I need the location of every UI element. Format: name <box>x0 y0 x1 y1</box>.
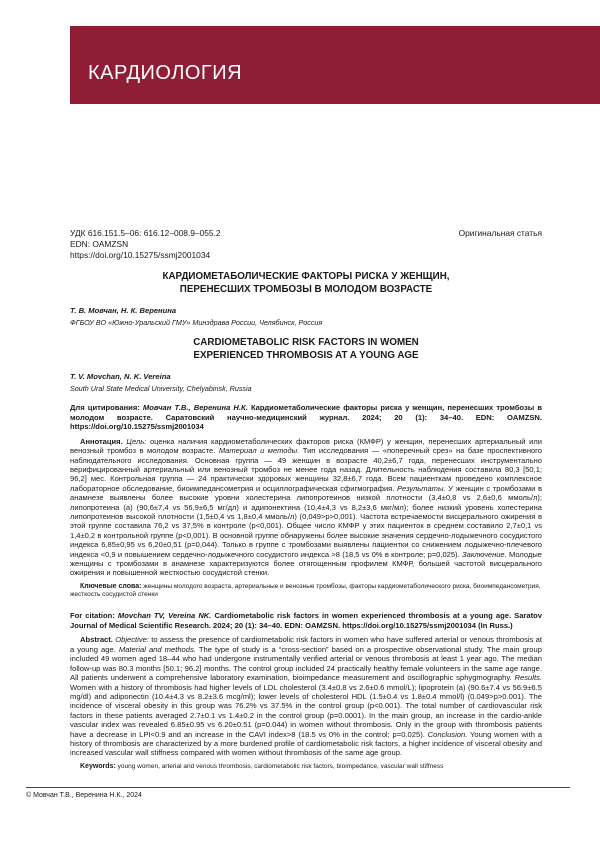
abstract-ru-goal-label: Цель: <box>126 436 147 446</box>
abstract-en-label: Abstract. <box>80 635 113 645</box>
abstract-ru-methods: Тип исследования — «поперечный срез» на базе проспективного наблюдательного исследования. Основная группа — 49 женщин в возрасте 40,2±6,7 года, перенесших инструментально верифицированный артериальный или венозный тромбоз не менее года назад. Длительность наблюдения составила 80,3 [50,1; 96,2] мес. Контрольная группа — 24 практически здоровых женщины 32,8±6,7 года. Всем пациенткам проведено комплексное лабораторное обследование, биоимпедансометрия и осциллографическая сфигмография. <box>70 446 542 493</box>
abstract-en-conclusion-label: Conclusion. <box>427 729 468 739</box>
keywords-en-text: young women, arterial and venous thrombosis, cardiometabolic risk factors, bioimpedance, vascular wall stiffness <box>117 762 444 770</box>
citation-en-text: Cardiometabolic risk factors in women experienced thrombosis at a young age. Saratov Journal of Medical Scientific Research. 2024; 20 (1): 34–40. EDN: OAMZSN. https://doi.org/10.15275/ssmj2001034 (In Russ.) <box>70 611 542 630</box>
abstract-en <box>70 635 542 757</box>
article-body <box>70 228 542 771</box>
abstract-ru-conclusion-label: Заключение. <box>461 549 507 559</box>
abstract-ru-label: Аннотация. <box>80 436 123 446</box>
citation-en <box>70 611 542 630</box>
citation-en-authors: Movchan TV, Vereina NK. <box>117 611 212 621</box>
citation-ru-authors: Мовчан Т.В., Веренина Н.К. <box>142 403 248 412</box>
authors-ru: Т. В. Мовчан, Н. К. Веренина <box>70 306 177 315</box>
abstract-ru-conclusion: Молодые женщины с тромбозами в анамнезе характеризуются более отягощенным профилем КМФР, большей частотой висцерального ожирения и повышенной жесткостью сосудистой стенки. <box>70 549 542 578</box>
abstract-en-goal-label: Objective: <box>115 635 149 645</box>
footer-divider <box>26 787 570 788</box>
citation-en-label: For citation: <box>70 611 115 621</box>
doi-link[interactable]: https://doi.org/10.15275/ssmj2001034 <box>70 250 211 260</box>
affiliation-ru: ФГБОУ ВО «Южно-Уральский ГМУ» Минздрава России, Челябинск, Россия <box>70 318 323 327</box>
section-banner <box>70 26 600 104</box>
udk-code: УДК 616.151.5–06: 616.12–008.9–055.2 <box>70 228 221 238</box>
keywords-en <box>70 763 542 771</box>
abstract-en-goal: to assess the presence of cardiometabolic risk factors in women who have suffered arterial or venous thrombosis at a young age. <box>70 635 542 654</box>
keywords-ru-label: Ключевые слова: <box>80 582 142 590</box>
abstract-ru-results: У женщин с тромбозами в анамнезе выявлены более высокие уровни холестерина липопротеинов низкой плотности (3,4±0,8 vs 2,6±0,6 ммоль/л); липопротеина (а) (90,6±7,4 vs 56,9±6,5 мг/дл) и адипонектина (10,4±4,3 vs 8,2±3,6 мкг/мл); более низкий уровень холестерина липопротеинов высокой плотности (1,5±0,4 vs 1,8±0,4 ммоль/л) (0,049>p>0,001). Частота встречаемости висцерального ожирения в этой группе составила 76,2 vs 37,5% в контроле (p<0,001). Общее число КМФР у этих пациенток в среднем составило 2,7±0,1 vs 1,4±0,2 в контрольной группе (p<0,001). В основной группе обнаружены более высокие значения сердечно-лодыжечного сосудистого индекса 6,85±0,95 vs 6,20±0,51 (p=0,044). Только в группе с тромбозами выявлены пациентки со снижением лодыжечно-плечевого индекса <0,9 и повышением сердечно-лодыжечного сосудистого индекса >8 (18,5 vs 0% в контроле; p=0,025). <box>70 483 542 559</box>
title-ru-line2: ПЕРЕНЕСШИХ ТРОМБОЗЫ В МОЛОДОМ ВОЗРАСТЕ <box>179 283 433 295</box>
citation-ru <box>70 403 542 432</box>
abstract-ru-results-label: Результаты. <box>397 483 446 493</box>
keywords-ru <box>70 583 542 599</box>
keywords-ru-text: женщины молодого возраста, артериальные и венозные тромбозы, факторы кардиометаболического риска, биоимпедансометрия, жесткость сосудистой стенки <box>70 582 541 599</box>
abstract-en-methods: The type of study is a “cross-section” based on a prospective observational study. The main group included 49 women aged 18–44 who had undergone instrumentally verified arterial or venous thrombosis at least 1 year ago. The median follow-up was 80.3 months [50.1; 96.2] months. The control group included 24 practically healthy female volunteers in the same age range. All patients underwent a comprehensive laboratory examination, bioimpedance measurement and oscillographic sphygmography. <box>70 644 542 683</box>
title-en-line1: CARDIOMETABOLIC RISK FACTORS IN WOMEN <box>193 337 419 348</box>
article-type: Оригинальная статья <box>458 228 542 238</box>
title-ru-line1: КАРДИОМЕТАБОЛИЧЕСКИЕ ФАКТОРЫ РИСКА У ЖЕНЩИН, <box>162 271 450 282</box>
keywords-en-label: Keywords: <box>80 762 116 770</box>
abstract-en-methods-label: Material and methods. <box>118 644 196 654</box>
abstract-en-results: Women with a history of thrombosis had higher levels of LDL cholesterol (3.4±0.8 vs 2.6±0.6 mmol/L); lipoprotein (a) (90.6±7.4 vs 56.9±6.5 mg/dl) and adiponectin (10.4±4.3 vs 8.2±3.6 mcg/ml); lower levels of cholesterol HDL (1.5±0.4 vs 1.8±0.4 mmol/l) (0.049>p>0.001). The incidence of visceral obesity in this group was 76.2% vs 37.5% in the control group (p<0.001). The total number of cardiovascular risk factors in these patients averaged 2.7±0.1 vs 1.4±0.2 in the control group (p=0.0001). In the main group, an increase in the cardio-ankle vascular index was revealed 6.85±0.95 vs 6.20±0.51 (p=0.044) in women without thrombosis. Only in the group with thrombosis patients have a decrease in LPI<0.9 and an increase in the CAVI index>8 (18.5 vs 0% in the control; p=0.025). <box>70 682 542 739</box>
authors-en: T. V. Movchan, N. K. Vereina <box>70 372 171 381</box>
citation-ru-text: Кардиометаболические факторы риска у женщин, перенесших тромбозы в молодом возрасте. Саратовский научно-медицинский журнал. 2024; 20 (1): 34–40. EDN: OAMZSN. https://doi.org/10.15275/ssmj2001034 <box>70 403 542 432</box>
title-ru <box>70 271 542 296</box>
article-meta <box>70 228 542 261</box>
title-en <box>70 337 542 362</box>
section-title: КАРДИОЛОГИЯ <box>88 62 243 84</box>
citation-ru-label: Для цитирования: <box>70 403 140 412</box>
affiliation-en: South Ural State Medical University, Chelyabinsk, Russia <box>70 384 252 393</box>
abstract-ru <box>70 437 542 578</box>
copyright: © Мовчан Т.В., Веренина Н.К., 2024 <box>26 792 142 799</box>
abstract-ru-methods-label: Материал и методы. <box>218 446 300 456</box>
title-en-line2: EXPERIENCED THROMBOSIS AT A YOUNG AGE <box>193 349 419 361</box>
abstract-en-conclusion: Young women with a history of thrombosis are characterized by a more burdened profile of cardiometabolic risk factors, a higher incidence of visceral obesity and increased vascular wall stiffness compared with women without thrombosis of the same age group. <box>70 729 542 758</box>
abstract-en-results-label: Results. <box>514 673 542 683</box>
edn-code: EDN: OAMZSN <box>70 239 129 249</box>
abstract-ru-goal: оценка наличия кардиометаболических факторов риска (КМФР) у женщин, перенесших артериальный или венозный тромбоз в молодом возрасте. <box>70 436 542 456</box>
